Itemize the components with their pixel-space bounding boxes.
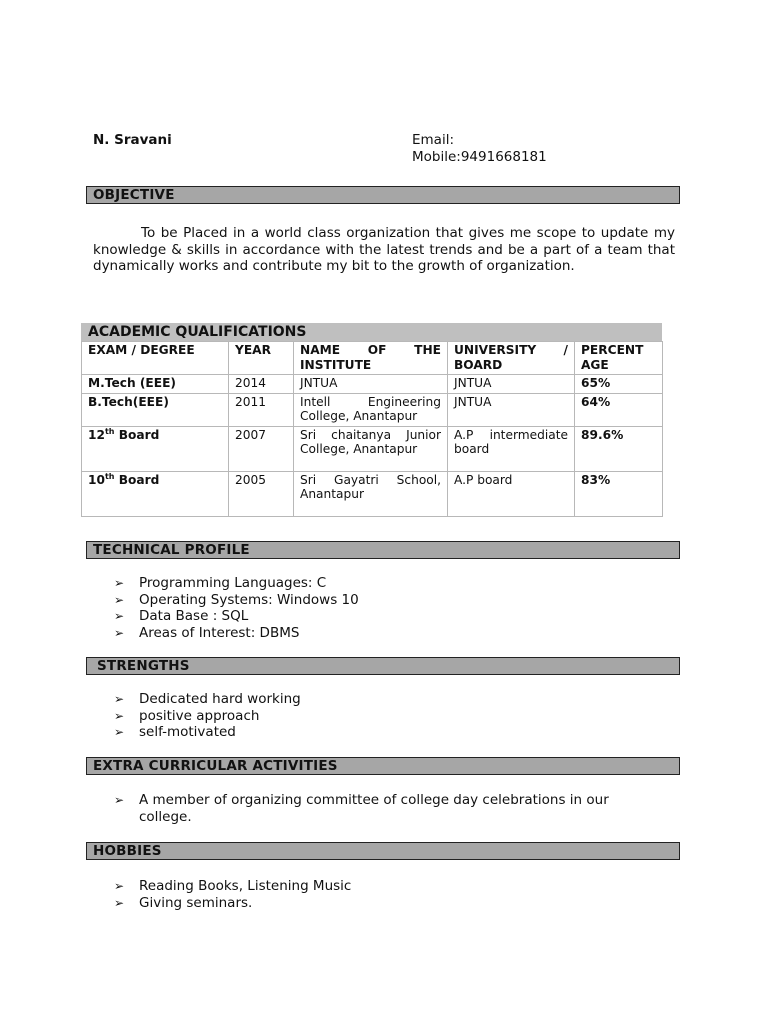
technical-heading: TECHNICAL PROFILE	[86, 541, 680, 559]
year-cell: 2011	[229, 393, 294, 426]
table-header-row	[82, 342, 663, 375]
list-item: ➢ Operating Systems: Windows 10	[114, 591, 359, 608]
table-row	[82, 426, 663, 471]
exam-cell: B.Tech(EEE)	[82, 393, 229, 426]
board-cell: A.P intermediate board	[448, 426, 575, 471]
email-label: Email:	[412, 132, 455, 148]
year-cell: 2007	[229, 426, 294, 471]
list-item: ➢ positive approach	[114, 707, 260, 724]
table-row	[82, 375, 663, 394]
percent-cell: 64%	[575, 393, 663, 426]
bullet-arrow-icon: ➢	[114, 692, 125, 706]
institute-cell: JNTUA	[294, 375, 448, 394]
bullet-arrow-icon: ➢	[114, 592, 125, 607]
list-item: ➢ Dedicated hard working	[114, 691, 301, 707]
percent-cell: 83%	[575, 471, 663, 516]
percent-cell: 89.6%	[575, 426, 663, 471]
contact-block	[412, 132, 547, 166]
board-cell: JNTUA	[448, 393, 575, 426]
bullet-arrow-icon: ➢	[114, 609, 125, 623]
exam-cell: M.Tech (EEE)	[82, 375, 229, 394]
board-cell: A.P board	[448, 471, 575, 516]
hobbies-list	[114, 878, 351, 911]
bullet-arrow-icon: ➢	[114, 895, 125, 910]
hobbies-heading: HOBBIES	[86, 842, 680, 860]
col-board-header: UNIVERSITY / BOARD	[448, 342, 575, 375]
list-item: ➢ Giving seminars.	[114, 894, 253, 911]
col-institute-header: NAME OF THE INSTITUTE	[294, 342, 448, 375]
institute-cell: Sri chaitanya Junior College, Anantapur	[294, 426, 448, 471]
academic-heading: ACADEMIC QUALIFICATIONS	[81, 323, 662, 341]
strengths-heading: STRENGTHS	[86, 657, 680, 675]
bullet-arrow-icon: ➢	[114, 879, 125, 893]
col-exam-header: EXAM / DEGREE	[82, 342, 229, 375]
percent-cell: 65%	[575, 375, 663, 394]
table-row	[82, 393, 663, 426]
bullet-arrow-icon: ➢	[114, 625, 125, 640]
technical-list	[114, 575, 359, 641]
extra-curricular-heading: EXTRA CURRICULAR ACTIVITIES	[86, 757, 680, 775]
table-row	[82, 471, 663, 516]
institute-cell: Intell Engineering College, Anantapur	[294, 393, 448, 426]
list-item: ➢ Areas of Interest: DBMS	[114, 624, 300, 641]
academic-table	[81, 341, 663, 517]
col-year-header: YEAR	[229, 342, 294, 375]
exam-cell: 10th Board	[82, 471, 229, 516]
board-cell: JNTUA	[448, 375, 575, 394]
list-item: ➢ A member of organizing committee of college day celebrations in our college.	[114, 792, 609, 825]
year-cell: 2005	[229, 471, 294, 516]
list-item: ➢ self-motivated	[114, 724, 236, 740]
bullet-arrow-icon: ➢	[114, 725, 125, 739]
list-item: ➢ Programming Languages: C	[114, 575, 327, 591]
col-percent-header: PERCENT AGE	[575, 342, 663, 375]
bullet-arrow-icon: ➢	[114, 793, 125, 807]
bullet-arrow-icon: ➢	[114, 576, 125, 590]
candidate-name: N. Sravani	[93, 132, 172, 148]
objective-text: To be Placed in a world class organization that gives me scope to update my knowledge & skills in accordance with the latest trends and be a part of a team that dynamically works and contribute my bit to the growth of organization.	[93, 225, 675, 274]
objective-heading: OBJECTIVE	[86, 186, 680, 204]
extra-curricular-list	[114, 792, 644, 825]
mobile-number: Mobile:9491668181	[412, 149, 547, 165]
list-item: ➢ Data Base : SQL	[114, 608, 249, 624]
strengths-list	[114, 691, 301, 741]
list-item: ➢ Reading Books, Listening Music	[114, 878, 352, 894]
year-cell: 2014	[229, 375, 294, 394]
institute-cell: Sri Gayatri School, Anantapur	[294, 471, 448, 516]
bullet-arrow-icon: ➢	[114, 708, 125, 723]
exam-cell: 12th Board	[82, 426, 229, 471]
